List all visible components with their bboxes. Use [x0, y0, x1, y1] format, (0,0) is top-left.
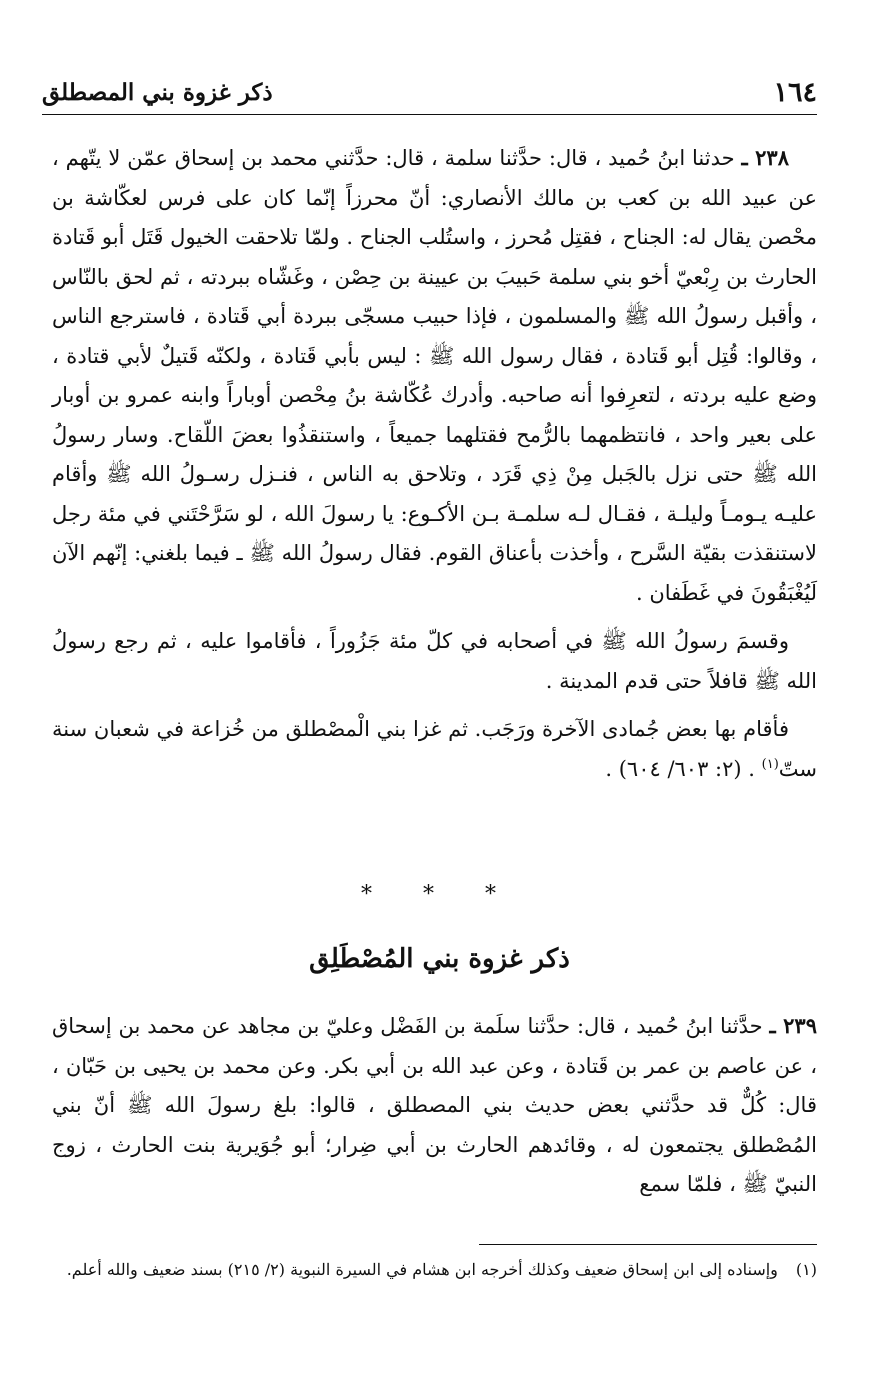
section-separator: * * * [361, 882, 518, 907]
paragraph-text: حدثنا ابنُ حُميد ، قال: حدَّثنا سلمة ، قال: حدَّثني محمد بن إسحاق عمّن لا يتّهم ، عن عبيد الله بن كعب بن مالك الأنصاري: أنّ محرزاً إنّما كان على فرس لعكّاشة بن محْصن يقال له: الجناح ، فقتِل مُحرز ، واستُلب الجناح . ولمّا تلاحقت الخيول قَتَل أبو قَتادة الحارث بن رِبْعيّ أخو بني سلمة حَبيبَ بن عيينة بن حِصْن ، وغَشّاه ببردته ، ثم لحق بالنّاس ، وأقبل رسولُ الله ﷺ والمسلمون ، فإذا حبيب مسجّى ببردة أبي قَتادة ، فاسترجع الناس ، وقالوا: قُتِل أبو قَتادة ، فقال رسول الله ﷺ : ليس بأبي قَتادة ، ولكنّه قَتيلٌ لأبي قتادة ، وضع عليه بردته ، لتعرِفوا أنه صاحبه. وأدرك عُكّاشة بنُ مِحْصن أوباراً وابنه عمرو بن أوبار على بعير واحد ، فانتظمهما بالرُّمح فقتلهما جميعاً ، واستنقذُوا بعضَ اللّقاح. وسار رسولُ الله ﷺ حتى نزل بالجَبل مِنْ ذِي قَرَد ، وتلاحق به الناس ، فنـزل رسـولُ الله ﷺ وأقام عليـه يـومـاً وليلـة ، فقـال لـه سلمـة بـن الأكـوع: يا رسولَ الله ، لو سَرَّحْتَني في مئة رجل لاستنقذت بقيّة السَّرح ، وأخذت بأعناق القوم. فقال رسولُ الله ﷺ ـ فيما بلغني: إنّهم الآن لَيُغْبَقُونَ في غَطَفان . [52, 146, 818, 605]
paragraph-text: فأقام بها بعض جُمادى الآخرة ورَجَب. ثم غزا بني الْمصْطلق من خُزاعة في شعبان سنة ستّ [52, 717, 817, 781]
running-title: ذكر غزوة بني المصطلق [42, 78, 273, 106]
footnote-reference[interactable]: (١) [761, 756, 779, 772]
paragraph-text: وقسمَ رسولُ الله ﷺ في أصحابه في كلّ مئة جَزُوراً ، فأقاموا عليه ، ثم رجع رسولُ الله ﷺ قافلاً حتى قدم المدينة . [52, 629, 817, 693]
footnote-text: وإسناده إلى ابن إسحاق ضعيف وكذلك أخرجه ابن هشام في السيرة النبوية (٢/ ٢١٥) بسند ضعيف والله أعلم. [66, 1260, 778, 1279]
hadith-number: ٢٣٩ ـ [769, 1013, 817, 1038]
main-text [52, 138, 817, 798]
paragraph-239 [52, 1006, 817, 1205]
section-text [52, 1006, 817, 1205]
footnote-marker: (١) [795, 1260, 817, 1279]
paragraph [52, 622, 817, 701]
citation: . (٢: ٦٠٣/ ٦٠٤) . [605, 756, 762, 781]
paragraph [52, 710, 817, 789]
footnote [52, 1256, 817, 1284]
paragraph-238 [52, 138, 817, 613]
section-title: ذكر غزوة بني المُصْطَلِق [309, 944, 570, 974]
page-header [42, 70, 817, 115]
hadith-number: ٢٣٨ ـ [741, 145, 789, 170]
page-number: ١٦٤ [773, 76, 817, 108]
footnote-divider [479, 1244, 817, 1245]
paragraph-text: حدَّثنا ابنُ حُميد ، قال: حدَّثنا سلَمة بن الفَضْل وعليّ بن مجاهد عن محمد بن إسحاق ، عن عاصم بن عمر بن قَتادة ، وعن عبد الله بن أبي بكر. وعن محمد بن يحيى بن حَبّان ، قال: كُلٌّ قد حدَّثني بعض حديث بني المصطلق ، قالوا: بلغ رسولَ الله ﷺ أنّ بني المُصْطلق يجتمعون له ، وقائدهم الحارث بن أبي ضِرار؛ أبو جُوَيرية بنت الحارث ، زوج النبيّ ﷺ ، فلمّا سمع [52, 1014, 817, 1196]
